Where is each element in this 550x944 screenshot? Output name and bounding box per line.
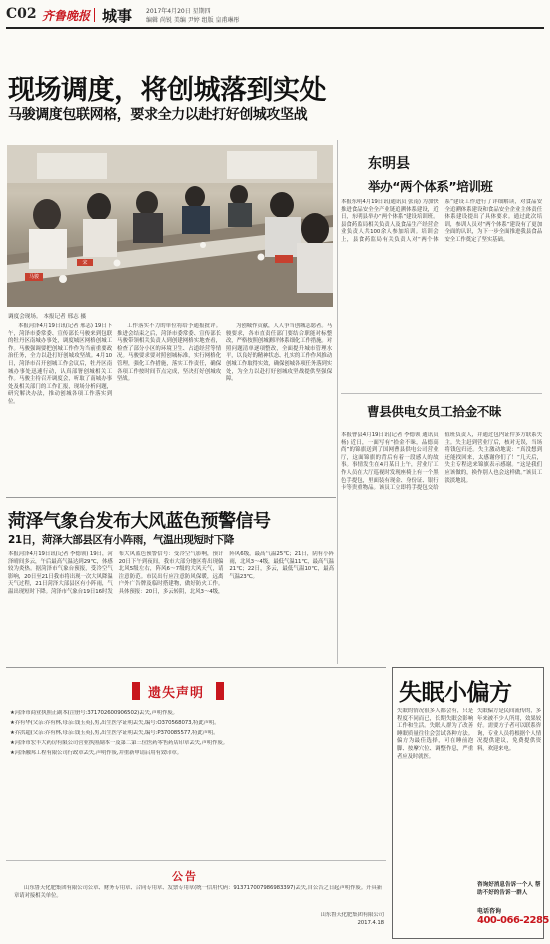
masthead-rule — [6, 27, 544, 29]
announcement-date: 2017.4.18 — [357, 920, 384, 926]
page-number: C02 — [6, 6, 37, 22]
weather-headline: 菏泽气象台发布大风蓝色预警信号 — [8, 511, 271, 532]
ad-phone: 400-066-2285 — [477, 915, 549, 926]
side-story-1-title-line2: 举办“两个体系”培训班 — [368, 179, 493, 194]
notices-title-bar-right — [216, 682, 224, 700]
masthead — [6, 4, 546, 26]
weather-subtitle: 21日，菏泽大部县区有小阵雨，气温出现短时下降 — [8, 534, 234, 546]
lead-column-3: 为创城作贡献，人人争当创城志愿者。马骏要求，各市直责任部门要结合职能对标整改，严格按照创城测评体系细化工作措施。对照问题清单逐项整改，全面提升城市管理水平，以良好的精神状态、扎实的工作作风推动创城工作取得实效，确保创城各项任务落到实处，为全力以赴打好创城攻坚战提供坚强保障。 — [226, 323, 332, 383]
lead-headline: 现场调度，将创城落到实处 — [8, 75, 326, 106]
announcement-body: 山东鲁天化肥集团有限公司公章、财务专用章、合同专用章、发票专用章(统一信用代码：913717007986983397)丢失,自公告之日起声明作废。开具新章请对接相关单位。 — [14, 885, 382, 899]
lead-subtitle: 马骏调度包联网格，要求全力以赴打好创城攻坚战 — [8, 107, 308, 123]
masthead-divider — [94, 8, 95, 22]
staff-line: 编辑 尚锐 美编 尹婷 组版 皇甫琳彤 — [146, 17, 240, 24]
column-divider — [337, 140, 338, 664]
lead-column-1: 本报菏泽4月19日讯(记者 邢志) 19日下午，菏泽市委常委、宣传部长马骏来到包联的牡丹区南城办事处，调度城区网格创城工作。马骏强调要把创城工作作为当前重要政治任务，全力以赴打好创城攻坚战。4月10日，菏泽市召开创城工作会议后，牡丹区南城办事处迅速行动，认真部署创城相关工作。马骏主持召开调度会，听取了南城办事处及相关部门的工作汇报，现场分析问题，研究解决办法，推动创城各项工作落实到位。 — [8, 323, 112, 405]
paper-logo: 齐鲁晚报 — [42, 9, 91, 23]
ad-box — [392, 667, 549, 939]
notice-item-3: ★乔洪超(父亲:乔有林,母亲:钱玉英),男,出生医学证明丢失,编号:P370085577,特此声明。 — [10, 730, 219, 736]
notice-item-1: ★菏泽市商业执照正副本(注册号:371702600906502)丢失,声明作废。 — [10, 710, 178, 716]
announcement-top-rule — [6, 860, 386, 861]
announcement-signer: 山东鲁天化肥集团有限公司 — [320, 912, 384, 918]
notices-title: 遗失声明 — [148, 686, 205, 701]
date-line: 2017年4月20日 星期四 — [146, 8, 211, 15]
photo-caption: 调度会现场。 本报记者 邢志 摄 — [8, 314, 87, 320]
ad-title: 失眠小偏方 — [399, 680, 512, 706]
lead-column-2: 工作落实不力的单位将给予通报批评。推进会结束之后，菏泽市委常委、宣传部长马骏带领相关负责人到创建网格实地查看，检查了部分小区的环境卫生、占道经营等情况。马骏要求要对照创城标准，实行网格化管理，强化工作措施，落实工作责任，确保各项工作按时间节点完成，坚决打好创城攻坚战。 — [117, 323, 221, 383]
ad-phone-label: 电话咨询 — [477, 908, 502, 915]
meeting-photo — [7, 145, 333, 307]
nameplate-1: 马骏 — [28, 274, 39, 280]
side-story-2-title: 曹县供电女员工拾金不昧 — [367, 404, 502, 419]
section-name: 城事 — [102, 7, 133, 25]
notices-title-bar-left — [132, 682, 140, 700]
nameplate-2: 宋 — [82, 260, 88, 266]
weather-body: 本报菏泽4月19日讯(记者 李德领) 19日，菏泽晴间多云，午后最高气温达到29℃，体感较为炎热。据菏泽市气象台预报，受冷空气影响，20日至21日我市将出现一次大风降温天气过程，21日菏泽大部县区有小阵雨，气温出现短时下降。菏泽市气象台19日16时发布大风蓝色预警信号：受冷空气影响，预计20日下午到夜间，我市大部分地区将出现偏北风5级左右，阵风6～7级的大风天气，请注意防范。市民出行应注意防风保暖，远离户外广告牌及临时搭建物，做好防火工作。具体预报：20日，多云转阴，北风3～4级，阵风6级，最高气温25℃；21日，阴有小阵雨，北风3～4级，最低气温11℃，最高气温21℃；22日，多云，最低气温10℃，最高气温23℃。 — [8, 551, 334, 595]
ad-body: 失眠的情况很多人都会有，只是程度不同而已，长期失眠会影响工作和生活。失眠人群为了改善睡眠质量往往会尝试各种方法。偏方为最佳选择，可在睡前泡脚、按摩穴位、调整作息，严重者应及时就医。 — [397, 708, 473, 760]
notices-top-rule — [6, 667, 386, 668]
weather-top-rule — [6, 497, 336, 498]
ad-body-2: 失眠偏方是民间流传的，多年来被不少人所用，效果较好。需要方子者可以联系咨询，专业人员将根据个人情况提供建议，免费提供资料，欢迎来电。 — [477, 708, 541, 752]
side-story-1-title-line1: 东明县 — [368, 156, 410, 172]
side-divider — [341, 393, 542, 394]
notice-item-4: ★菏泽市宏丰大药房有限公司营业执照副本一及第二第三位医药零售药店印章丢失,声明作废。 — [10, 740, 228, 746]
side-story-1-body: 本报东明4月19日讯(通讯员 张南) 为加快推进食品安全全产业链追溯体系建设，近日，东明县举办“两个体系”建设培训班。县食药监局相关负责人及食品生产经营企业负责人共100余人参加培训。培训会上，县食药监局有关负责人对“两个体系”建设工作进行了详细解读，对食品安全追溯体系建设和食品安全企业主体责任体系建设提出了具体要求。通过此次培训，参训人员对“两个体系”建设有了更加全面的认识，为下一步全面推进我县食品安全工作奠定了坚实基础。 — [341, 199, 542, 243]
notices-box — [6, 674, 386, 854]
notice-item-2: ★乔有华(父亲:乔有林,母亲:钱玉英),男,出生医学证明丢失,编号:O370568073,特此声明。 — [10, 720, 220, 726]
ad-slogan: 咨询好消息告诉一个人 帮助不好的告诉一群人 — [477, 882, 541, 896]
side-story-2-body: 本报曹县4月19日讯(记者 李德领 通讯员 杨) 近日，一面写有“拾金不昧，品德高尚”的锦旗送到了国网曹县供电公司营业厅，这面锦旗的背后有着一段感人的故事。事情发生在4月某日上午，营业厅工作人员在大厅巡视时发现座椅上有一个黑色手提包，里面装有现金、身份证、银行卡等贵重物品。该员工立即将手提包交给值班负责人，并通过包内证件多方联系失主。失主赶到营业厅后，核对无误，当场将钱包归还。失主激动地说：“真没想到还能找回来，太感谢你们了！”几天后，失主专程送来锦旗表示感谢。“这是我们应该做的，换作别人也会这样做。”该员工淡淡地说。 — [341, 432, 542, 492]
notice-item-5: ★菏泽融邦工程有限公司行政章丢失,声明作废,并重新申请启用有效印章。 — [10, 750, 182, 756]
announcement-title: 公告 — [172, 870, 198, 883]
